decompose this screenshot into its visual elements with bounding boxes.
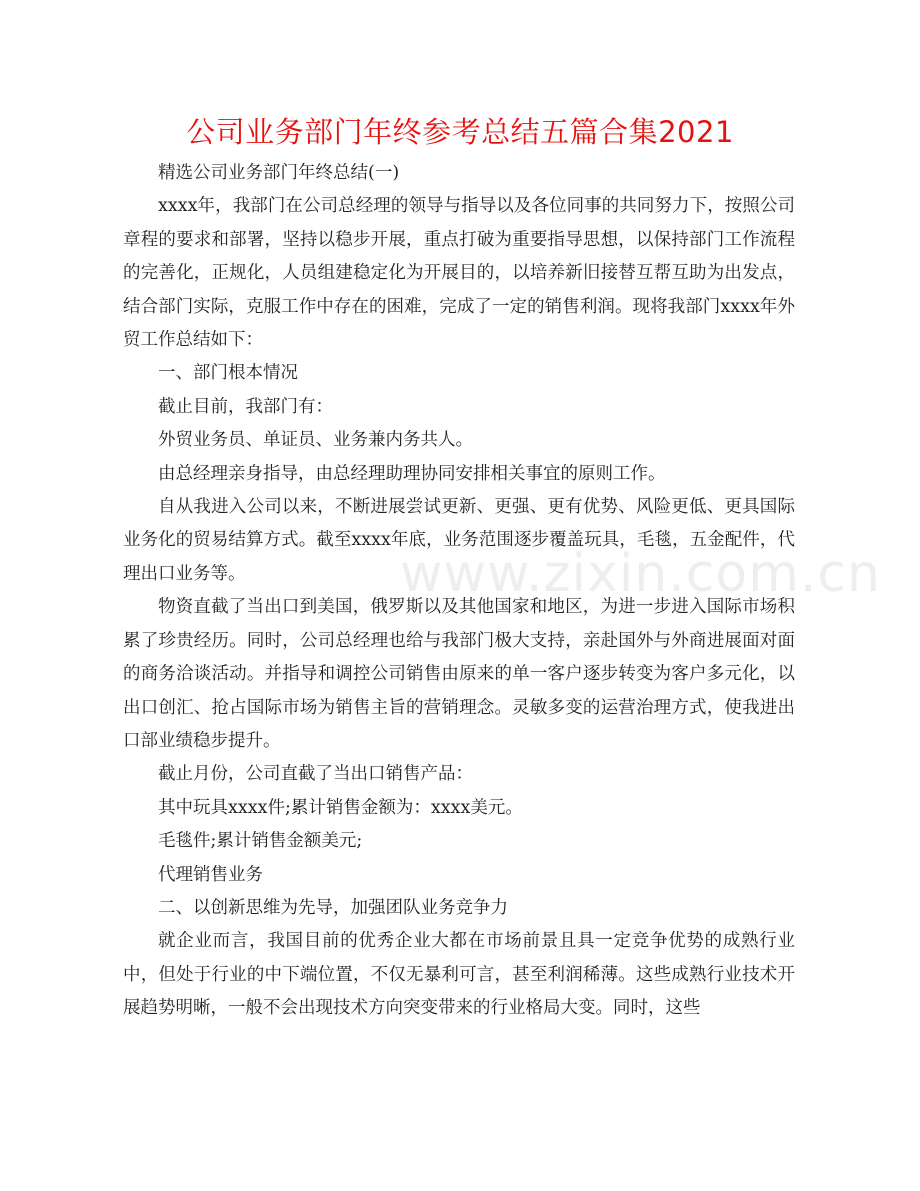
document-title: 公司业务部门年终参考总结五篇合集2021 [186,115,734,149]
paragraph-business-scope: 自从我进入公司以来，不断进展尝试更新、更强、更有优势、风险更低、更具国际业务化的贸易结算方式。截至xxxx年底，业务范围逐步覆盖玩具，毛毯，五金配件，代理出口业务等。 [123,497,795,584]
watermark: www.zixin.com.cn [400,544,881,604]
paragraph-staff-roles: 外贸业务员、单证员、业务兼内务共人。 [158,430,473,451]
paragraph-staff-lead: 截止目前，我部门有： [158,396,333,417]
paragraph-blanket-sales: 毛毯件;累计销售金额美元; [158,831,363,852]
paragraph-toy-sales: 其中玩具xxxx件;累计销售金额为：xxxx美元。 [158,797,523,818]
paragraph-management: 由总经理亲身指导，由总经理助理协同安排相关事宜的原则工作。 [158,463,666,484]
paragraph-intro: xxxx年，我部门在公司总经理的领导与指导以及各位同事的共同努力下，按照公司章程的要求和部署，坚持以稳步开展，重点打破为重要指导思想，以保持部门工作流程的完善化，正规化，人员组建稳定化为开展目的，以培养新旧接替互帮互助为出发点，结合部门实际，克服工作中存在的困难，完成了一定的销售利润。现将我部门xxxx年外贸工作总结如下： [123,196,795,351]
section-heading-dept-status: 一、部门根本情况 [158,363,298,384]
paragraph-sales-lead: 截止月份，公司直截了当出口销售产品： [158,764,473,785]
section-heading-innovation: 二、以创新思维为先导，加强团队业务竞争力 [158,897,508,918]
paragraph-industry: 就企业而言，我国目前的优秀企业大都在市场前景且具一定竞争优势的成熟行业中，但处于行业的中下端位置，不仅无暴利可言，甚至利润稀薄。这些成熟行业技术开展趋势明晰，一般不会出现技术方向突变带来的行业格局大变。同时，这些 [123,931,795,1019]
paragraph-export-markets: 物资直截了当出口到美国，俄罗斯以及其他国家和地区，为进一步进入国际市场积累了珍贵经历。同时，公司总经理也给与我部门极大支持，亲赴国外与外商进展面对面的商务洽谈活动。并指导和调控公司销售由原来的单一客户逐步转变为客户多元化，以出口创汇、抢占国际市场为销售主旨的营销理念。灵敏多变的运营治理方式，使我进出口部业绩稳步提升。 [123,597,795,751]
section-heading-1: 精选公司业务部门年终总结(一) [158,163,400,183]
paragraph-agency-sales: 代理销售业务 [158,864,263,885]
